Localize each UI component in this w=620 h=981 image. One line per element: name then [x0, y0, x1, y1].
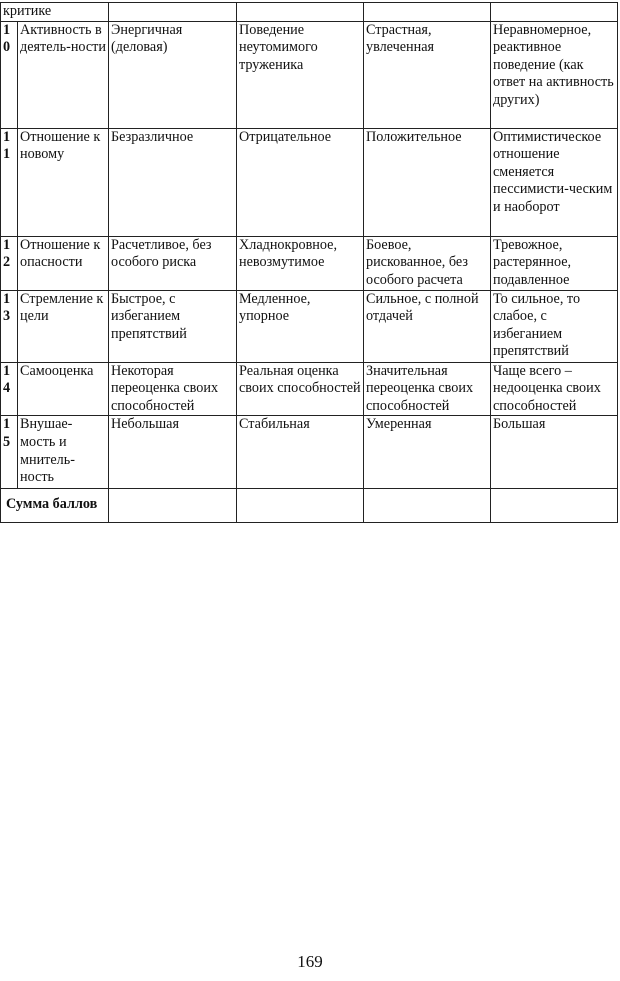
- row-number: 11: [1, 128, 18, 236]
- continued-criterion-cell: критике: [1, 3, 109, 22]
- option-cell-3: Значительная переоценка своих способностей: [364, 362, 491, 416]
- option-cell-2: Реальная оценка своих способностей: [237, 362, 364, 416]
- option-cell-1: Небольшая: [109, 416, 237, 489]
- option-cell-3: Боевое, рискованное, без особого расчета: [364, 236, 491, 290]
- row-number: 15: [1, 416, 18, 489]
- option-cell-4: Оптимистическое отношение сменяется пессимисти-ческим и наоборот: [491, 128, 618, 236]
- sum-cell-1: [109, 489, 237, 523]
- table-row: [1, 290, 618, 362]
- option-cell-2: Отрицательное: [237, 128, 364, 236]
- row-number: 12: [1, 236, 18, 290]
- criterion-cell: Активность в деятель-ности: [18, 21, 109, 128]
- sum-cell-4: [491, 489, 618, 523]
- option-cell-3: Умеренная: [364, 416, 491, 489]
- sum-row: [1, 489, 618, 523]
- table-row: [1, 416, 618, 489]
- option-cell-1: Энергичная (деловая): [109, 21, 237, 128]
- table-row: [1, 128, 618, 236]
- criterion-cell: Самооценка: [18, 362, 109, 416]
- empty-cell: [364, 3, 491, 22]
- option-cell-4: Неравномерное, реактивное поведение (как ответ на активность других): [491, 21, 618, 128]
- row-number: 14: [1, 362, 18, 416]
- option-cell-2: Хладнокровное, невозмутимое: [237, 236, 364, 290]
- option-cell-4: Чаще всего – недооценка своих способностей: [491, 362, 618, 416]
- option-cell-3: Страстная, увлеченная: [364, 21, 491, 128]
- table-row: [1, 236, 618, 290]
- criterion-cell: Стремление к цели: [18, 290, 109, 362]
- empty-cell: [491, 3, 618, 22]
- option-cell-1: Безразличное: [109, 128, 237, 236]
- table-row-continued: [1, 3, 618, 22]
- option-cell-4: Большая: [491, 416, 618, 489]
- criterion-cell: Внушае-мость и мнитель-ность: [18, 416, 109, 489]
- table-row: [1, 21, 618, 128]
- empty-cell: [109, 3, 237, 22]
- option-cell-4: То сильное, то слабое, с избеганием препятствий: [491, 290, 618, 362]
- option-cell-3: Сильное, с полной отдачей: [364, 290, 491, 362]
- option-cell-2: Медленное, упорное: [237, 290, 364, 362]
- row-number: 10: [1, 21, 18, 128]
- table-row: [1, 362, 618, 416]
- option-cell-3: Положительное: [364, 128, 491, 236]
- option-cell-4: Тревожное, растерянное, подавленное: [491, 236, 618, 290]
- option-cell-1: Быстрое, с избеганием препятствий: [109, 290, 237, 362]
- sum-cell-3: [364, 489, 491, 523]
- sum-label: Сумма баллов: [1, 489, 109, 523]
- option-cell-2: Стабильная: [237, 416, 364, 489]
- empty-cell: [237, 3, 364, 22]
- criterion-cell: Отношение к опасности: [18, 236, 109, 290]
- sum-cell-2: [237, 489, 364, 523]
- option-cell-1: Расчетливое, без особого риска: [109, 236, 237, 290]
- criterion-cell: Отношение к новому: [18, 128, 109, 236]
- option-cell-2: Поведение неутомимого труженика: [237, 21, 364, 128]
- page-number: 169: [297, 952, 323, 971]
- option-cell-1: Некоторая переоценка своих способностей: [109, 362, 237, 416]
- characteristics-table: [0, 2, 618, 523]
- row-number: 13: [1, 290, 18, 362]
